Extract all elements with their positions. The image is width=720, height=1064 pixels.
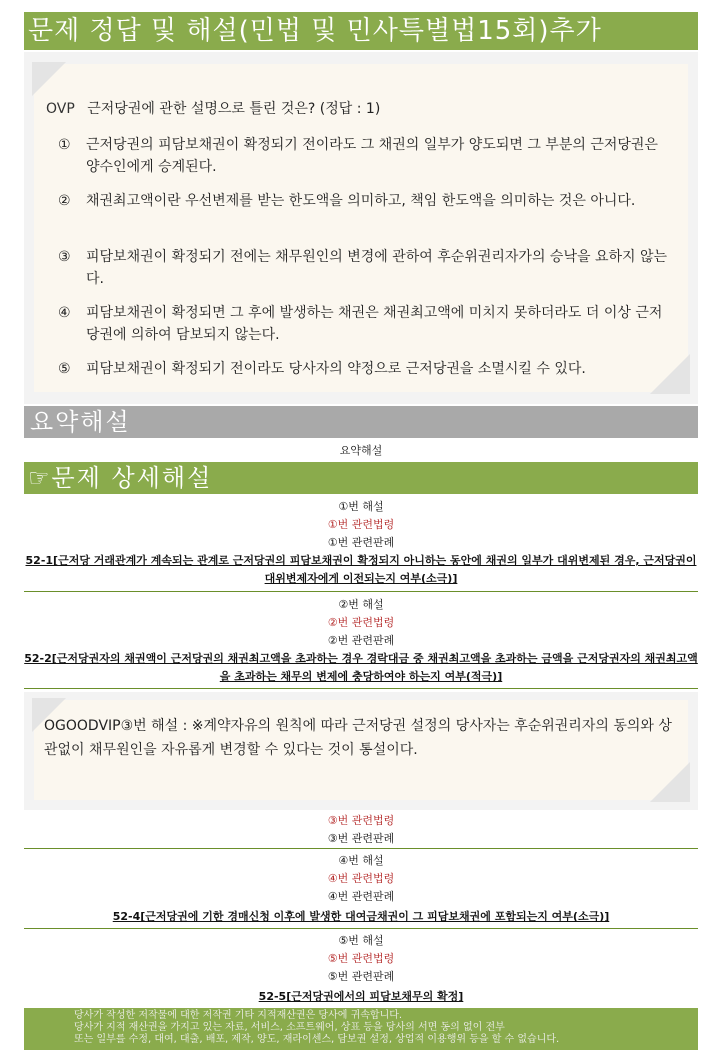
option-text: 근저당권의 피담보채권이 확정되기 전이라도 그 채권의 일부가 양도되면 그 부분의 근저당권은 양수인에게 승계된다. [86, 137, 658, 175]
option-1 [58, 134, 668, 178]
footer-line: 당사가 작성한 저작물에 대한 저작권 기타 지적재산권은 당사에 귀속합니다. [74, 1010, 403, 1021]
corner-fold-bottom-right [650, 762, 690, 802]
copyright-footer [24, 1008, 698, 1050]
q3-law-link[interactable]: ③번 관련법령 [327, 814, 395, 827]
option-number: ① [58, 137, 71, 153]
q5-haeseol: ⑤번 해설 [338, 934, 384, 947]
q2-haeseol: ②번 해설 [338, 598, 384, 611]
option-3 [58, 246, 668, 290]
divider [24, 928, 698, 929]
divider [24, 848, 698, 849]
q4-haeseol: ④번 해설 [338, 854, 384, 867]
question-card [34, 64, 688, 392]
page-title: 문제 정답 및 해설(민법 및 민사특별법15회)추가 [24, 12, 698, 50]
question-text: 근저당권에 관한 설명으로 틀린 것은? (정답 : 1) [87, 101, 381, 117]
q2-case-link[interactable]: ②번 관련판례 [327, 634, 395, 647]
q2-precedent-link[interactable]: 52-2[근저당권자의 채권액이 근저당권의 채권최고액을 초과하는 경우 경락대금 중 채권최고액을 초과하는 금액을 근저당권자의 채권최고액을 초과하는 채무의 변제에 충당하여야 하는지 여부(적극)] [24, 652, 698, 683]
option-number: ② [58, 193, 71, 209]
q1-precedent-link[interactable]: 52-1[근저당 거래관계가 계속되는 관계로 근저당권의 피담보채권이 확정되지 아니하는 동안에 채권의 일부가 대위변제된 경우, 근저당권이 대위변제자에게 이전되는지 여부(소극)] [25, 554, 697, 585]
option-number: ③ [58, 249, 71, 265]
q4-case-link[interactable]: ④번 관련판례 [327, 890, 395, 903]
option-5 [58, 358, 668, 380]
corner-fold-top-left [32, 62, 66, 96]
summary-heading: 요약해설 [24, 406, 698, 438]
option-text: 채권최고액이란 우선변제를 받는 한도액을 의미하고, 책임 한도액을 의미하는 것은 아니다. [86, 193, 636, 209]
option-number: ④ [58, 305, 71, 321]
option-4 [58, 302, 668, 346]
divider [24, 688, 698, 689]
question-prefix: OVP [46, 101, 75, 117]
option-2 [58, 190, 668, 212]
q1-law-link[interactable]: ①번 관련법령 [327, 518, 395, 531]
question-panel [24, 52, 698, 404]
option-number: ⑤ [58, 361, 71, 377]
q1-haeseol: ①번 해설 [338, 500, 384, 513]
q3-panel [24, 692, 698, 810]
q2-law-link[interactable]: ②번 관련법령 [327, 616, 395, 629]
q5-precedent-link[interactable]: 52-5[근저당권에서의 피담보채무의 확정] [258, 990, 464, 1003]
q5-case-link[interactable]: ⑤번 관련판례 [327, 970, 395, 983]
divider [24, 591, 698, 592]
option-text: 피담보채권이 확정되면 그 후에 발생하는 채권은 채권최고액에 미치지 못하더라도 더 이상 근저당권에 의하여 담보되지 않는다. [86, 305, 663, 343]
summary-label: 요약해설 [339, 444, 383, 457]
q3-case-link[interactable]: ③번 관련판례 [327, 832, 395, 845]
question-line [46, 98, 380, 118]
q4-law-link[interactable]: ④번 관련법령 [327, 872, 395, 885]
detail-heading: ☞문제 상세해설 [24, 462, 698, 494]
q5-law-link[interactable]: ⑤번 관련법령 [327, 952, 395, 965]
q4-precedent-link[interactable]: 52-4[근저당권에 기한 경매신청 이후에 발생한 대여금채권이 그 피담보채권에 포함되는지 여부(소극)] [112, 910, 610, 923]
q1-case-link[interactable]: ①번 관련판례 [327, 536, 395, 549]
footer-line: 당사가 지적 재산권을 가지고 있는 자료, 서비스, 소프트웨어, 상표 등을 당사의 서면 동의 없이 전부 [74, 1022, 505, 1033]
q3-haeseol-text: OGOODVIP③번 해설 : ※계약자유의 원칙에 따라 근저당권 설정의 당사자는 후순위권리자의 동의와 상관없이 채무원인을 자유롭게 변경할 수 있다는 것이 통설이다. [44, 718, 672, 758]
option-text: 피담보채권이 확정되기 전에는 채무원인의 변경에 관하여 후순위권리자가의 승낙을 요하지 않는다. [86, 249, 668, 287]
q3-card [34, 700, 688, 800]
footer-line: 또는 일부를 수정, 대여, 대출, 배포, 제작, 양도, 재라이센스, 담보권 설정, 상업적 이용행위 등을 할 수 없습니다. [74, 1034, 560, 1045]
option-text: 피담보채권이 확정되기 전이라도 당사자의 약정으로 근저당권을 소멸시킬 수 있다. [86, 361, 586, 377]
